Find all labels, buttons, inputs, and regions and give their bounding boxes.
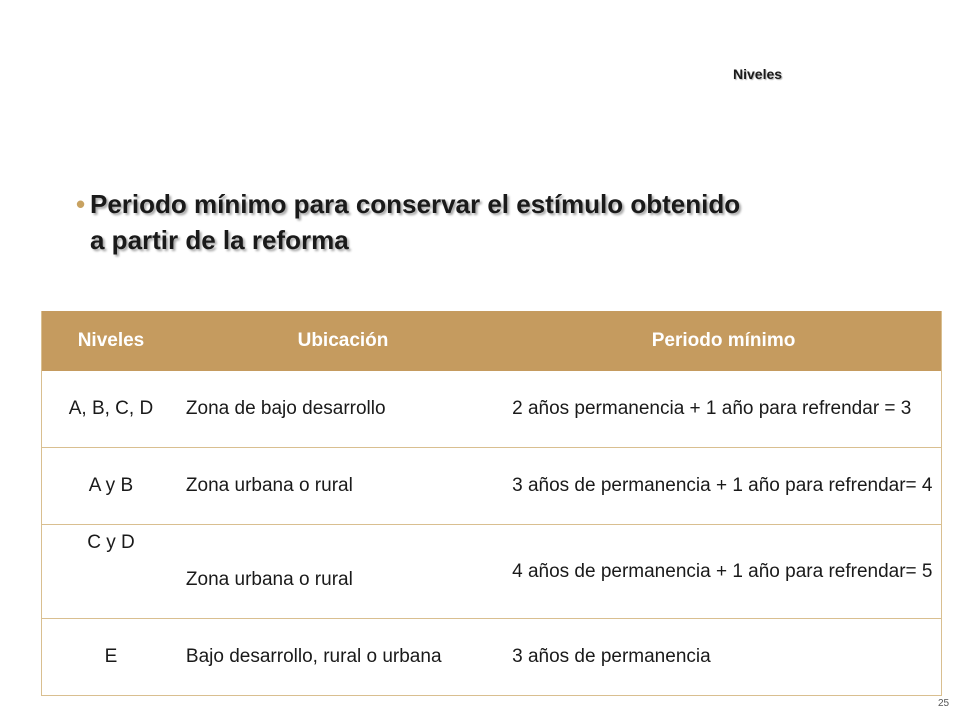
cell-niveles: A, B, C, D: [42, 371, 180, 448]
bullet-text-1: Periodo mínimo para conservar el estímulo obtenido: [90, 189, 741, 219]
cell-niveles: C y D: [42, 525, 180, 619]
slide-section-label: Niveles: [733, 66, 783, 82]
page-number: 25: [938, 698, 950, 709]
bullet-point: [70, 186, 910, 258]
cell-niveles: A y B: [42, 448, 180, 525]
cell-ubicacion: Zona urbana o rural: [180, 448, 506, 525]
table-row: [42, 448, 942, 525]
cell-niveles: E: [42, 619, 180, 696]
column-header-ubicacion: Ubicación: [180, 311, 506, 371]
cell-ubicacion: Zona urbana o rural: [180, 525, 506, 619]
cell-periodo: 3 años de permanencia + 1 año para refrendar= 4: [506, 448, 941, 525]
column-header-niveles: Niveles: [42, 311, 180, 371]
table-row: [42, 525, 942, 619]
table-row: [42, 371, 942, 448]
cell-periodo: 2 años permanencia + 1 año para refrendar = 3: [506, 371, 941, 448]
bullet-line-2: [70, 222, 910, 258]
bullet-icon: •: [76, 189, 86, 219]
cell-ubicacion: Zona de bajo desarrollo: [180, 371, 506, 448]
bullet-text-2: a partir de la reforma: [90, 225, 349, 255]
column-header-periodo: Periodo mínimo: [506, 311, 941, 371]
table-row: [42, 619, 942, 696]
cell-ubicacion: Bajo desarrollo, rural o urbana: [180, 619, 506, 696]
levels-table: [41, 311, 942, 696]
table-header-row: [42, 311, 942, 371]
cell-periodo: 4 años de permanencia + 1 año para refrendar= 5: [506, 525, 941, 619]
bullet-line-1: [70, 186, 910, 222]
cell-periodo: 3 años de permanencia: [506, 619, 941, 696]
